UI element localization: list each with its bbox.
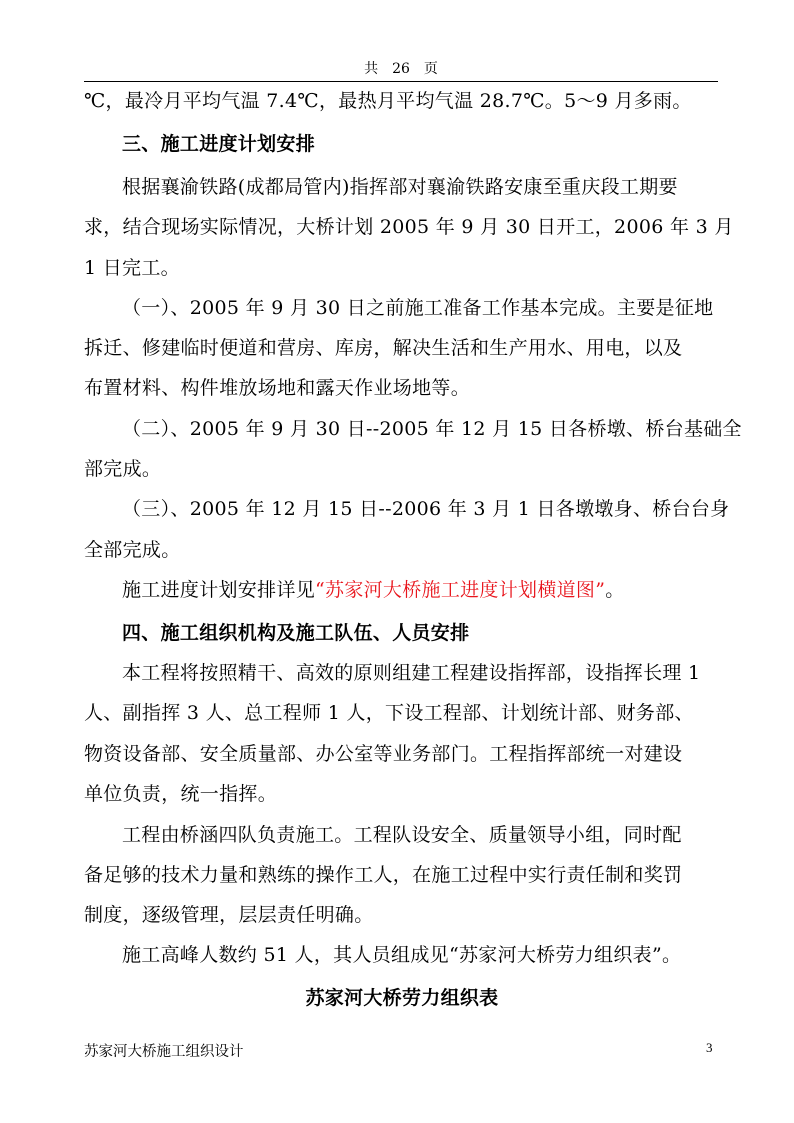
paragraph-line: 施工高峰人数约 51 人，其人员组成见“苏家河大桥劳力组织表”。 [122,944,682,966]
paragraph-line: 工程由桥涵四队负责施工。工程队设安全、质量领导小组，同时配 [122,824,682,846]
gantt-chart-reference: “苏家河大桥施工进度计划横道图” [315,579,606,601]
paragraph-line: 制度，逐级管理，层层责任明确。 [84,904,374,926]
header-prefix: 共 [364,61,379,77]
footer-page-number: 3 [706,1040,713,1055]
paragraph-line: 根据襄渝铁路(成都局管内)指挥部对襄渝铁路安康至重庆段工期要 [122,176,678,198]
section-heading-schedule: 三、施工进度计划安排 [122,133,316,155]
paragraph-line-schedule-reference [122,575,625,605]
reference-intro: 施工进度计划安排详见 [122,579,316,601]
paragraph-line: 部完成。 [84,458,162,480]
paragraph-line: （三）、2005 年 12 月 15 日--2006 年 3 月 1 日各墩墩身、桥台台身 [122,498,730,520]
paragraph-line: （一）、2005 年 9 月 30 日之前施工准备工作基本完成。主要是征地 [122,297,714,319]
paragraph-line: 物资设备部、安全质量部、办公室等业务部门。工程指挥部统一对建设 [84,743,683,765]
header-suffix: 页 [423,61,438,77]
section-heading-organization: 四、施工组织机构及施工队伍、人员安排 [122,622,470,644]
paragraph-line: 备足够的技术力量和熟练的操作工人，在施工过程中实行责任制和奖罚 [84,864,683,886]
paragraph-line: 人、副指挥 3 人、总工程师 1 人，下设工程部、计划统计部、财务部、 [84,702,694,724]
paragraph-line: （二）、2005 年 9 月 30 日--2005 年 12 月 15 日各桥墩、桥台基础全 [122,418,742,440]
paragraph-line: 求，结合现场实际情况，大桥计划 2005 年 9 月 30 日开工，2006 年 3 月 [84,216,734,238]
page-header [84,57,718,82]
table-title: 苏家河大桥劳力组织表 [305,987,499,1009]
paragraph-line: 全部完成。 [84,539,181,561]
paragraph-line: 本工程将按照精干、高效的原则组建工程建设指挥部，设指挥长理 1 [122,662,701,684]
paragraph-line: 单位负责，统一指挥。 [84,783,278,805]
reference-end: 。 [605,579,625,601]
header-total-pages: 26 [392,61,410,77]
paragraph-line: 1 日完工。 [84,257,180,279]
paragraph-line: ℃，最冷月平均气温 7.4℃，最热月平均气温 28.7℃。5～9 月多雨。 [84,90,692,112]
footer-document-title: 苏家河大桥施工组织设计 [84,1044,244,1060]
paragraph-line: 拆迁、修建临时便道和营房、库房，解决生活和生产用水、用电，以及 [84,337,683,359]
paragraph-line: 布置材料、构件堆放场地和露天作业场地等。 [84,377,471,399]
